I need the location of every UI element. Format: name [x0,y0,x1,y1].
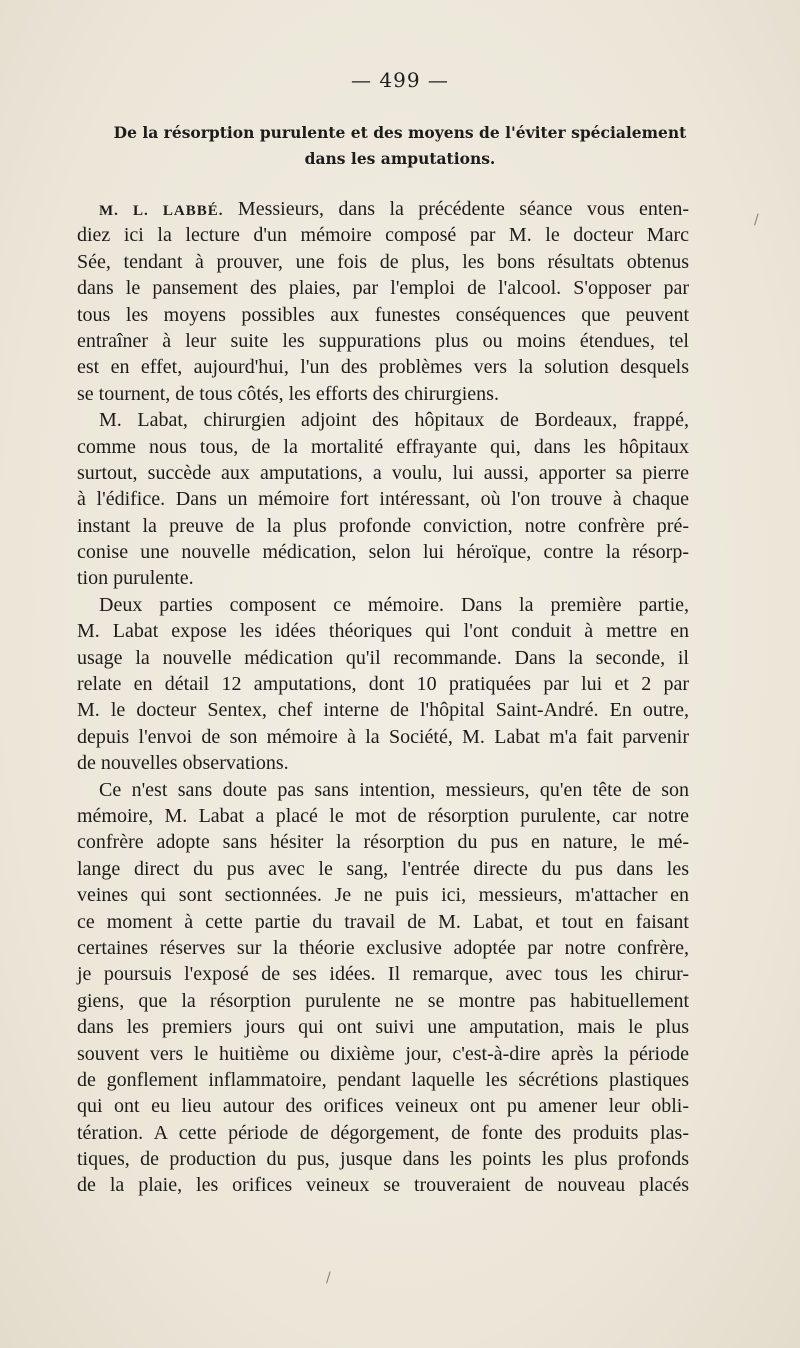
text-line: M. Labat expose les idées théoriques qui l'ont conduit à mettre en [77,620,689,643]
text-line: M. le docteur Sentex, chef interne de l'hôpital Saint-André. En outre, [77,699,689,722]
text-line: de la plaie, les orifices veineux se trouveraient de nouveau placés [77,1174,689,1197]
text-line: à l'édifice. Dans un mémoire fort intéressant, où l'on trouve à chaque [77,488,689,511]
text-line: confrère adopte sans hésiter la résorption du pus en nature, le mé- [77,831,689,854]
text-line: Ce n'est sans doute pas sans intention, messieurs, qu'en tête de son [99,778,689,801]
text-line: souvent vers le huitième ou dixième jour, c'est-à-dire après la période [77,1042,689,1065]
text-line: tération. A cette période de dégorgement, de fonte des produits plas- [77,1121,689,1144]
text-line: je poursuis l'exposé de ses idées. Il remarque, avec tous les chirur- [77,963,689,986]
title-line-2: dans les amputations. [304,149,496,168]
article-body [77,196,689,1199]
text-line: depuis l'envoi de son mémoire à la Société, M. Labat m'a fait parvenir [77,725,689,748]
text-line: dans le pansement des plaies, par l'emploi de l'alcool. S'opposer par [77,277,689,300]
text-line: qui ont eu lieu autour des orifices veineux ont pu amener leur obli- [77,1095,689,1118]
text-line: conise une nouvelle médication, selon lui héroïque, contre la résorp- [77,541,689,564]
text-line: se tournent, de tous côtés, les efforts des chirurgiens. [77,382,499,405]
speaker-name: M. L. LABBÉ. [99,203,224,219]
text-line: relate en détail 12 amputations, dont 10 pratiquées par lui et 2 par [77,673,689,696]
text-line: ce moment à cette partie du travail de M. Labat, et tout en faisant [77,910,689,933]
text-line: Sée, tendant à prouver, une fois de plus, les bons résultats obtenus [77,250,689,273]
text-line: tiques, de production du pus, jusque dans les points les plus profonds [77,1148,689,1171]
text-line: est en effet, aujourd'hui, l'un des problèmes vers la solution desquels [77,356,689,379]
page-number: — 499 — [351,68,449,92]
text-line: de gonflement inflammatoire, pendant laquelle les sécrétions plastiques [77,1068,689,1091]
text-line: dans les premiers jours qui ont suivi une amputation, mais le plus [77,1016,689,1039]
text-line-content: Messieurs, dans la précédente séance vous enten- [237,198,690,220]
text-line: tion purulente. [77,567,194,590]
page-speck: / [754,212,759,228]
article-title [86,120,714,172]
text-line: de nouvelles observations. [77,752,289,775]
text-line: diez ici la lecture d'un mémoire composé par M. le docteur Marc [77,224,689,247]
text-line: M. Labat, chirurgien adjoint des hôpitaux de Bordeaux, frappé, [99,409,689,432]
text-line: usage la nouvelle médication qu'il recommande. Dans la seconde, il [77,646,689,669]
text-line: Deux parties composent ce mémoire. Dans la première partie, [99,593,689,616]
text-line: veines qui sont sectionnées. Je ne puis ici, messieurs, m'attacher en [77,884,689,907]
text-line: surtout, succède aux amputations, a voulu, lui aussi, apporter sa pierre [77,461,689,484]
text-line: tous les moyens possibles aux funestes conséquences que peuvent [77,303,689,326]
text-line: giens, que la résorption purulente ne se montre pas habituellement [77,989,689,1012]
page-speck: / [326,1270,331,1286]
text-line: mémoire, M. Labat a placé le mot de résorption purulente, car notre [77,804,689,827]
text-line: instant la preuve de la plus profonde conviction, notre confrère pré- [77,514,689,537]
text-line: certaines réserves sur la théorie exclusive adoptée par notre confrère, [77,936,689,959]
text-line: lange direct du pus avec le sang, l'entrée directe du pus dans les [77,857,689,880]
text-line: entraîner à leur suite les suppurations plus ou moins étendues, tel [77,329,689,352]
text-line: comme nous tous, de la mortalité effrayante qui, dans les hôpitaux [77,435,689,458]
text-line [77,196,689,222]
title-line-1: De la résorption purulente et des moyens de l'éviter spécialement [113,123,687,142]
